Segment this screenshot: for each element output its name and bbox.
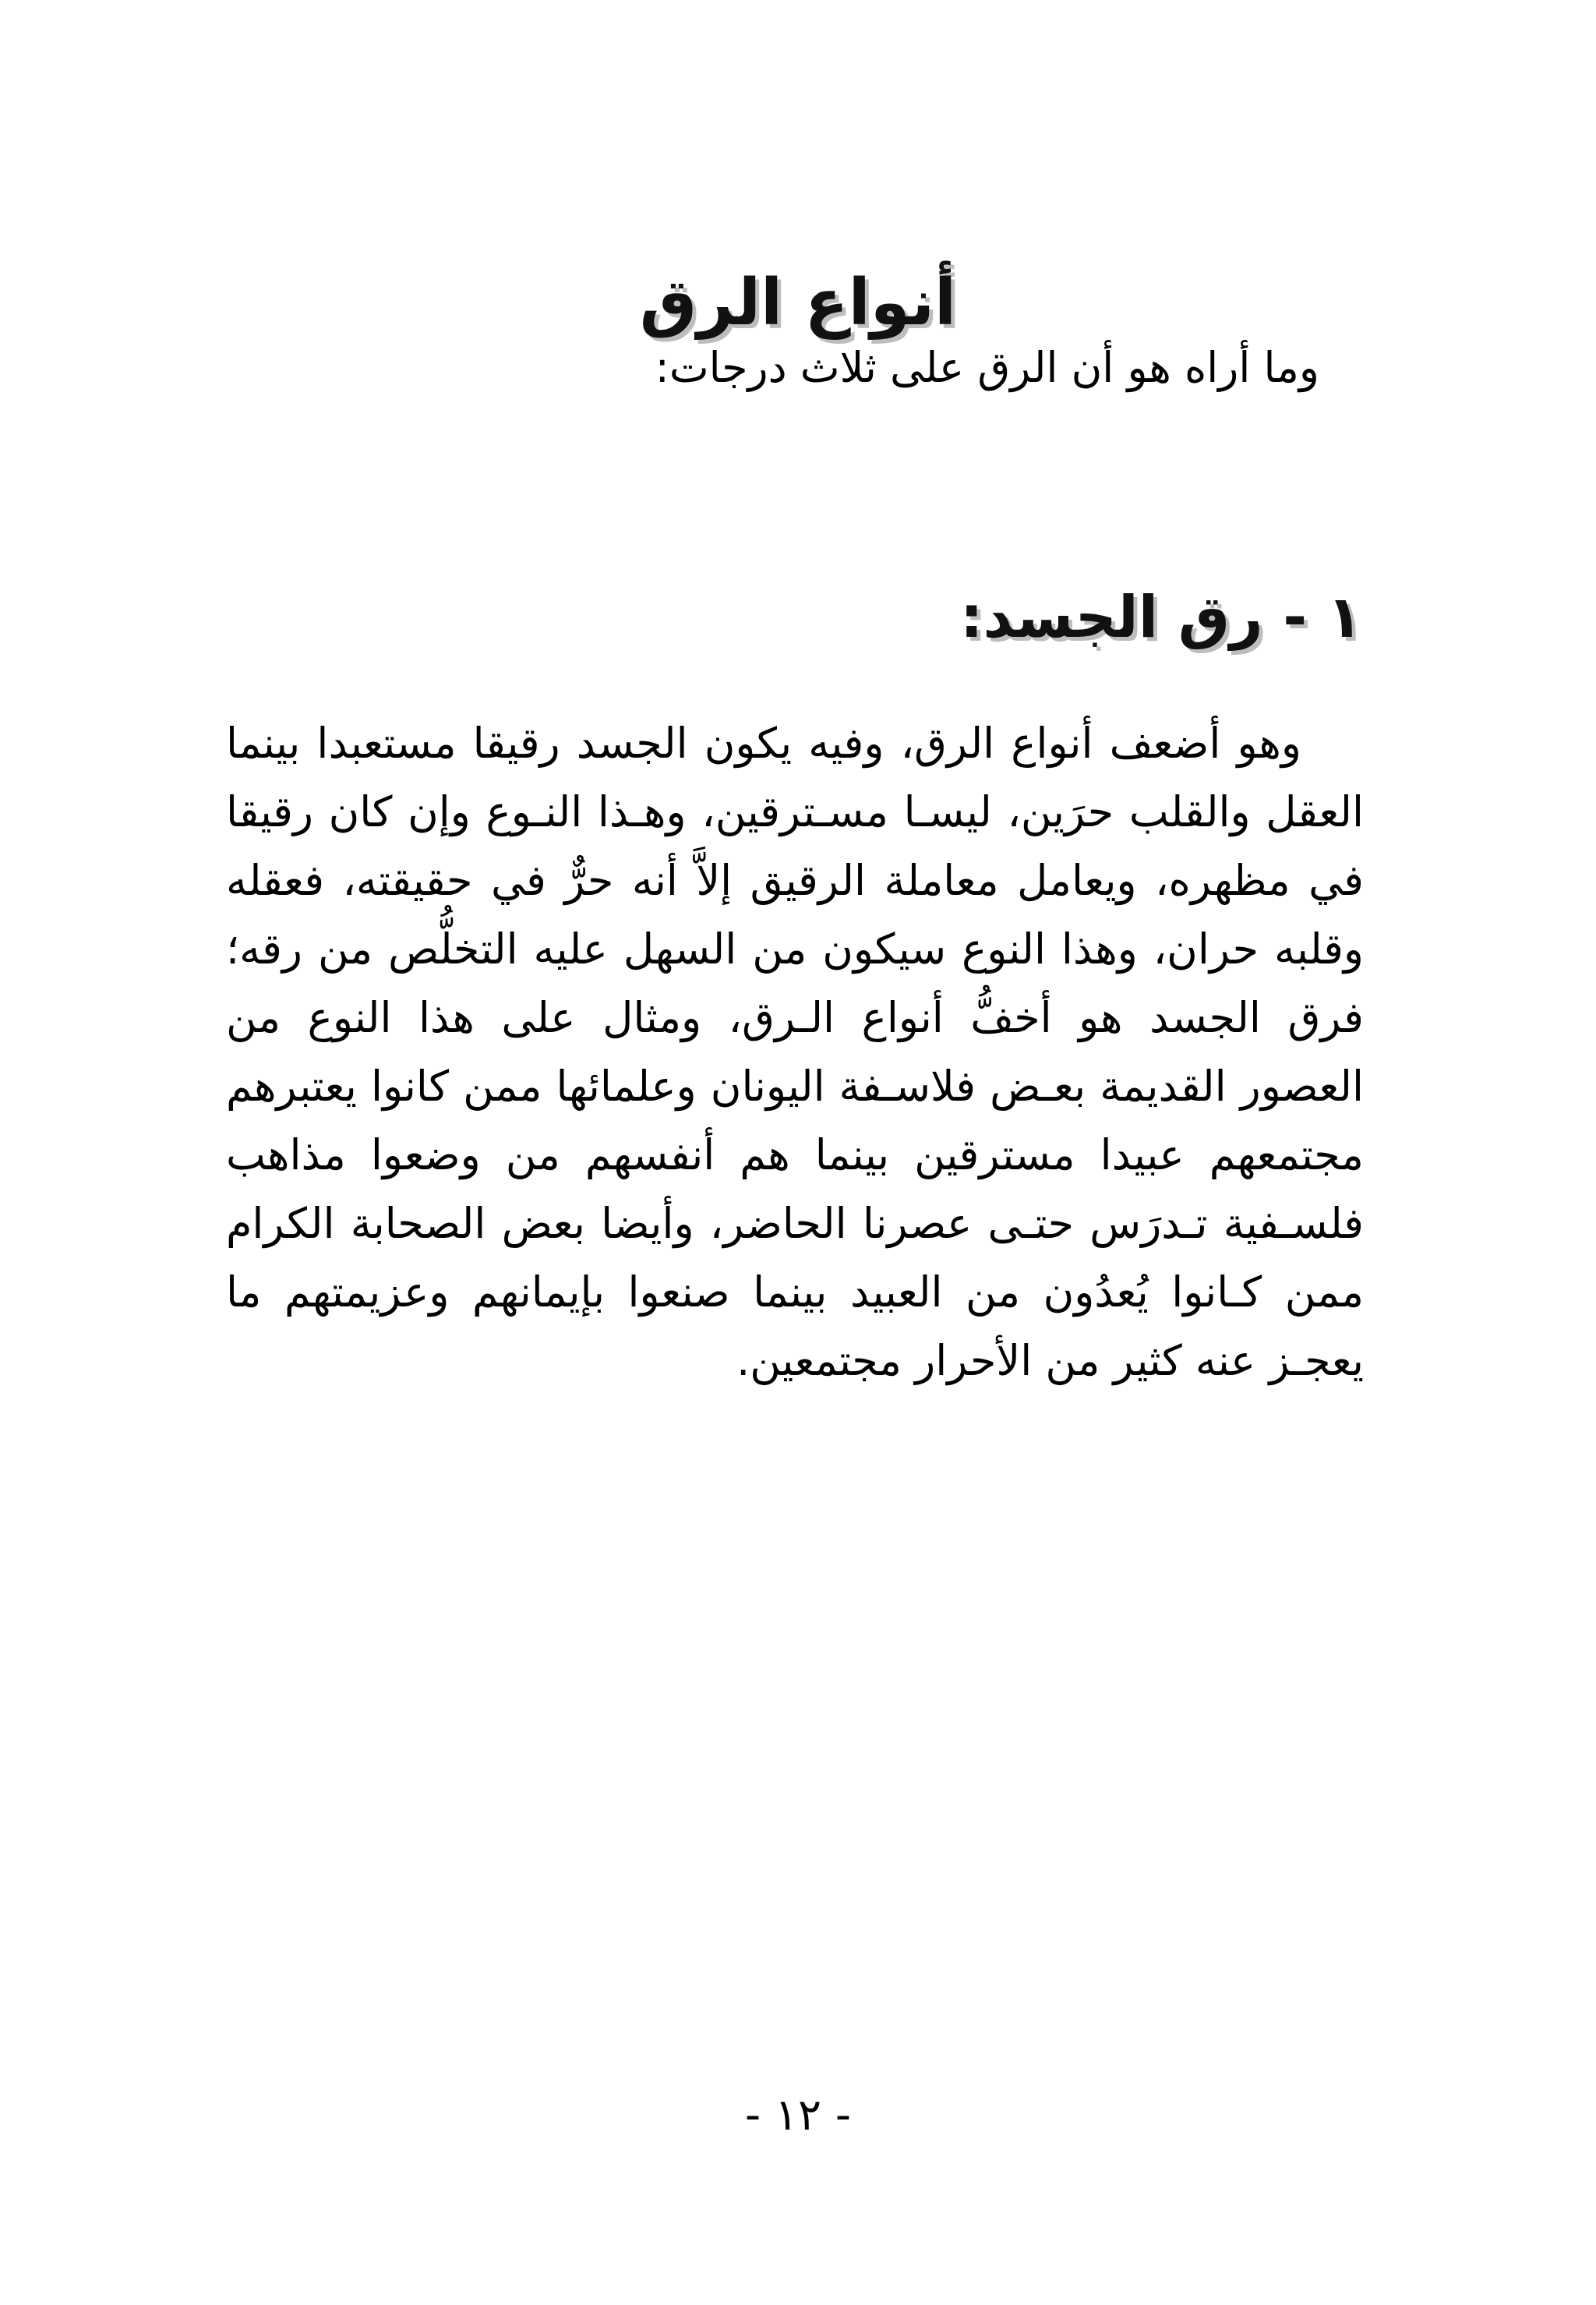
section-heading: ١ - رق الجسد: <box>959 584 1362 651</box>
intro-paragraph: وما أراه هو أن الرق على ثلاث درجات: <box>655 343 1319 392</box>
body-paragraph: وهو أضعف أنواع الرق، وفيه يكون الجسد رقيقا مستعبدا بينما العقل والقلب حرَين، ليسـا مسـترقين، وهـذا النـوع وإن كان رقيقا في مظهره، ويعامل معاملة الرقيق إلاَّ أنه حرٌّ في حقيقته، فعقله وقلبه حران، وهذا النوع سيكون من السهل عليه التخلُّص من رقه؛ فرق الجسد هو أخفُّ أنواع الـرق، ومثال على هذا النوع من العصور القديمة بعـض فلاسـفة اليونان وعلمائها ممن كانوا يعتبرهم مجتمعهم عبيدا مسترقين بينما هم أنفسهم من وضعوا مذاهب فلسـفية تـدرَس حتـى عصرنا الحاضر، وأيضا بعض الصحابة الكرام ممن كـانوا يُعدُون من العبيد بينما صنعوا بإيمانهم وعزيمتهم ما يعجـز عنه كثير من الأحرار مجتمعين. <box>226 719 1364 1386</box>
page-number: - ١٢ - <box>744 2090 852 2141</box>
page-title: أنواع الرق <box>639 266 957 340</box>
